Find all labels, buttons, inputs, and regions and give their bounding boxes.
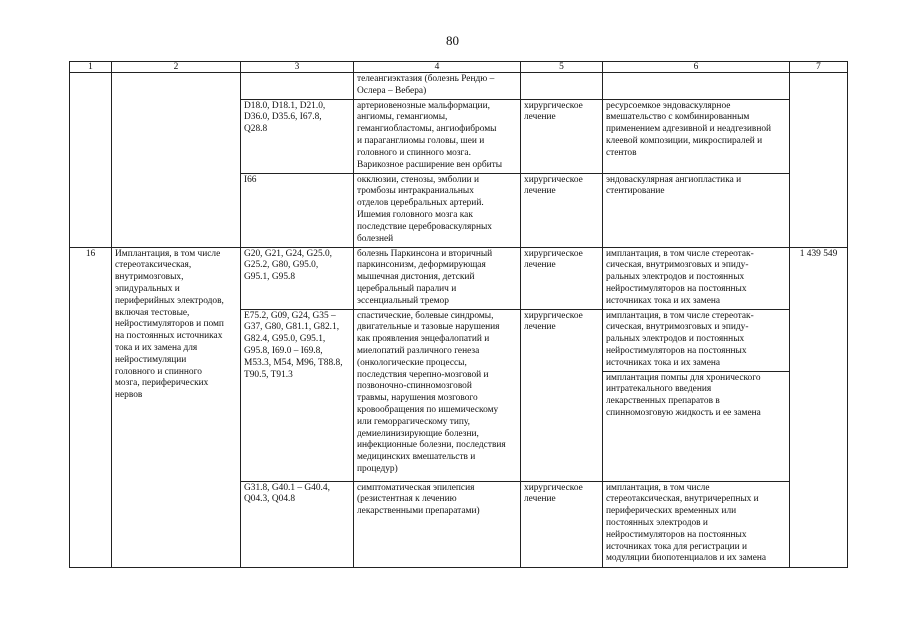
cell-diagnosis: окклюзии, стенозы, эмболии и тромбозы интракраниальных отделов церебральных артерий. Ишемия головного мозга как последствие цереброваскулярных болезней bbox=[354, 173, 521, 247]
cell-cost bbox=[790, 73, 848, 248]
cell-method: ресурсоемкое эндоваскулярное вмешательство с комбинированным применением адгезивной и неадгезивной клеевой композиции, микроспиралей и стентов bbox=[603, 99, 790, 173]
col-header-4: 4 bbox=[354, 62, 521, 73]
cell-treatment-type: хирургическое лечение bbox=[521, 99, 603, 173]
cell-diagnosis: болезнь Паркинсона и вторичный паркинсонизм, деформирующая мышечная дистония, детский церебральный паралич и эссенциальный тремор bbox=[354, 247, 521, 309]
cell-treatment-type: хирургическое лечение bbox=[521, 173, 603, 247]
table-row bbox=[70, 73, 848, 100]
cell-method: имплантация помпы для хронического интратекального введения лекарственных препаратов в спинномозговую жидкость и ее замена bbox=[603, 371, 790, 481]
cell-codes: G31.8, G40.1 – G40.4, Q04.3, Q04.8 bbox=[241, 481, 354, 567]
cell-treatment-type bbox=[521, 73, 603, 100]
cell-name bbox=[112, 73, 241, 248]
col-header-3: 3 bbox=[241, 62, 354, 73]
col-header-1: 1 bbox=[70, 62, 112, 73]
col-header-7: 7 bbox=[790, 62, 848, 73]
cell-codes: E75.2, G09, G24, G35 – G37, G80, G81.1, G82.1, G82.4, G95.0, G95.1, G95.8, I69.0 – I69.8, M53.3, M54, M96, T88.8, T90.5, T91.3 bbox=[241, 309, 354, 481]
table-row bbox=[70, 247, 848, 309]
cell-name: Имплантация, в том числе стереотаксическая, внутримозговых, эпидуральных и периферийных электродов, включая тестовые, нейростимуляторов и помп на постоянных источниках тока и их замена для нейростимуляции головного и спинного мозга, периферических нервов bbox=[112, 247, 241, 567]
cell-treatment-type: хирургическое лечение bbox=[521, 481, 603, 567]
cell-method: имплантация, в том числе стереотак- сическая, внутримозговых и эпиду- ральных электродов и постоянных нейростимуляторов на постоянных источниках тока и их замена bbox=[603, 247, 790, 309]
cell-method: имплантация, в том числе стереотаксическая, внутричерепных и периферических временных или постоянных электродов и нейростимуляторов на постоянных источниках тока для регистрации и модуляции биопотенциалов и их замена bbox=[603, 481, 790, 567]
col-header-6: 6 bbox=[603, 62, 790, 73]
cell-codes: D18.0, D18.1, D21.0, D36.0, D35.6, I67.8, Q28.8 bbox=[241, 99, 354, 173]
cell-number: 16 bbox=[70, 247, 112, 567]
cell-number bbox=[70, 73, 112, 248]
cell-diagnosis: телеангиэктазия (болезнь Рендю – Ослера – Вебера) bbox=[354, 73, 521, 100]
cell-method: эндоваскулярная ангиопластика и стентирование bbox=[603, 173, 790, 247]
cell-diagnosis: спастические, болевые синдромы, двигательные и тазовые нарушения как проявления энцефалопатий и миелопатий различного генеза (онкологические процессы, последствия черепно-мозговой и позвоночно-спинномозговой травмы, нарушения мозгового кровообращения по ишемическому или геморрагическому типу, демиелинизирующие болезни, инфекционные болезни, последствия медицинских вмешательств и процедур) bbox=[354, 309, 521, 481]
medical-care-table bbox=[69, 61, 848, 568]
col-header-2: 2 bbox=[112, 62, 241, 73]
cell-diagnosis: симптоматическая эпилепсия (резистентная к лечению лекарственными препаратами) bbox=[354, 481, 521, 567]
cell-method: имплантация, в том числе стереотак- сическая, внутримозговых и эпиду- ральных электродов и постоянных нейростимуляторов на постоянных источниках тока и их замена bbox=[603, 309, 790, 371]
cell-cost: 1 439 549 bbox=[790, 247, 848, 567]
col-header-5: 5 bbox=[521, 62, 603, 73]
cell-treatment-type: хирургическое лечение bbox=[521, 309, 603, 481]
cell-diagnosis: артериовенозные мальформации, ангиомы, гемангиомы, гемангиобластомы, ангиофибромы и параганглиомы головы, шеи и головного и спинного мозга. Варикозное расширение вен орбиты bbox=[354, 99, 521, 173]
cell-codes: G20, G21, G24, G25.0, G25.2, G80, G95.0, G95.1, G95.8 bbox=[241, 247, 354, 309]
cell-codes: I66 bbox=[241, 173, 354, 247]
header-row bbox=[70, 62, 848, 73]
cell-treatment-type: хирургическое лечение bbox=[521, 247, 603, 309]
cell-codes bbox=[241, 73, 354, 100]
page-number: 80 bbox=[446, 33, 459, 48]
cell-method bbox=[603, 73, 790, 100]
